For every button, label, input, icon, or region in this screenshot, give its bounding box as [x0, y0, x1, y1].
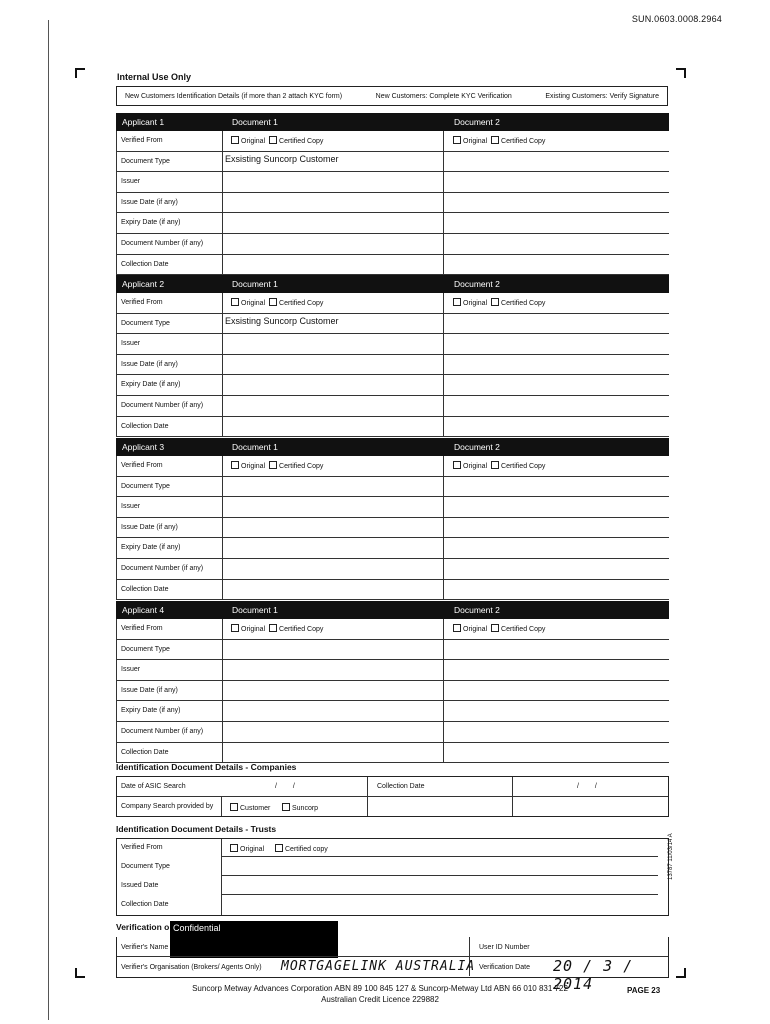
row-label: Document Number (if any)	[121, 564, 204, 572]
trusts-table	[116, 838, 669, 916]
companies-table	[116, 776, 669, 817]
row-label: Collection Date	[121, 585, 169, 593]
column-divider	[222, 293, 223, 437]
footer-text	[170, 983, 590, 1005]
company-search-label: Company Search provided by	[121, 803, 214, 810]
verifier-org-label: Verifier's Organisation (Brokers/ Agents Only)	[121, 964, 262, 971]
row-label: Document Number (if any)	[121, 239, 204, 247]
applicant-row	[117, 334, 669, 355]
asic-date-field[interactable]: / /	[275, 783, 295, 790]
verifier-org-value[interactable]: MORTGAGELINK AUSTRALIA	[281, 959, 476, 974]
row-label: Issue Date (if any)	[121, 360, 178, 368]
row-label: Issuer	[121, 340, 141, 348]
document-type-value[interactable]: Exsisting Suncorp Customer	[225, 153, 339, 164]
row-label: Issue Date (if any)	[121, 523, 178, 531]
document-2-header: Document 2	[454, 279, 500, 289]
applicant-row	[117, 396, 669, 417]
document-type-value[interactable]: Exsisting Suncorp Customer	[225, 315, 339, 326]
applicant-row	[117, 619, 669, 640]
row-label: Verified From	[121, 625, 163, 632]
redaction-label: Confidential	[173, 923, 221, 933]
doc1-verification-options	[231, 298, 323, 307]
row-label: Document Number (if any)	[121, 727, 204, 735]
document-id: SUN.0603.0008.2964	[631, 14, 722, 24]
doc2-certified-checkbox[interactable]: Certified Copy	[491, 300, 545, 307]
note-existing: Existing Customers: Verify Signature	[545, 92, 659, 100]
applicant-row	[117, 417, 669, 438]
form-code: 13787 11/03/14 A	[668, 833, 674, 880]
doc1-original-checkbox[interactable]: Original	[231, 626, 265, 633]
trust-collection-date: Collection Date	[121, 901, 169, 908]
trust-issued-date: Issued Date	[121, 882, 159, 889]
row-label: Document Type	[121, 157, 170, 165]
applicant-title: Applicant 1	[122, 117, 165, 127]
applicant-header	[116, 601, 669, 619]
applicant-row	[117, 355, 669, 376]
row-label: Expiry Date (if any)	[121, 219, 181, 227]
footer-line-1: Suncorp Metway Advances Corporation ABN 89 100 845 127 & Suncorp-Metway Ltd ABN 66 010 831 722	[192, 984, 568, 993]
applicant-row	[117, 538, 669, 559]
doc2-verification-options	[453, 461, 545, 470]
collection-date-label: Collection Date	[377, 783, 425, 790]
applicant-row	[117, 743, 669, 764]
doc2-certified-checkbox[interactable]: Certified Copy	[491, 626, 545, 633]
trust-document-type: Document Type	[121, 863, 170, 870]
row-label: Issue Date (if any)	[121, 686, 178, 694]
doc2-certified-checkbox[interactable]: Certified Copy	[491, 463, 545, 470]
trust-original-checkbox[interactable]: Original	[230, 844, 264, 853]
corner-mark	[75, 68, 85, 78]
applicant-row	[117, 131, 669, 152]
applicant-row	[117, 456, 669, 477]
doc2-original-checkbox[interactable]: Original	[453, 626, 487, 633]
trust-certified-checkbox[interactable]: Certified copy	[275, 844, 328, 853]
applicant-row	[117, 314, 669, 335]
applicant-row	[117, 477, 669, 498]
document-2-header: Document 2	[454, 442, 500, 452]
verification-date-value[interactable]: 20 / 3 / 2014	[553, 957, 634, 993]
applicant-row	[117, 375, 669, 396]
applicant-row	[117, 681, 669, 702]
doc2-certified-checkbox[interactable]: Certified Copy	[491, 138, 545, 145]
internal-use-heading: Internal Use Only	[117, 72, 192, 82]
row-label: Issuer	[121, 503, 141, 511]
column-divider	[222, 456, 223, 600]
doc1-original-checkbox[interactable]: Original	[231, 300, 265, 307]
corner-mark	[676, 968, 686, 978]
trusts-title: Identification Document Details - Trusts	[116, 824, 277, 834]
applicant-row	[117, 193, 669, 214]
applicant-row	[117, 172, 669, 193]
user-id-label: User ID Number	[479, 944, 530, 951]
column-divider	[443, 456, 444, 600]
document-1-header: Document 1	[232, 117, 278, 127]
column-divider	[443, 131, 444, 275]
applicant-row	[117, 559, 669, 580]
applicant-row	[117, 701, 669, 722]
applicant-header	[116, 438, 669, 456]
applicant-row	[117, 640, 669, 661]
applicant-row	[117, 213, 669, 234]
asic-search-label: Date of ASIC Search	[121, 783, 186, 790]
row-label: Verified From	[121, 299, 163, 306]
applicant-4-block	[116, 601, 669, 763]
row-label: Expiry Date (if any)	[121, 544, 181, 552]
verifier-name-label: Verifier's Name	[121, 944, 169, 951]
row-label: Verified From	[121, 137, 163, 144]
page-number: PAGE 23	[627, 986, 661, 995]
doc1-certified-checkbox[interactable]: Certified Copy	[269, 300, 323, 307]
doc1-original-checkbox[interactable]: Original	[231, 138, 265, 145]
applicant-row	[117, 580, 669, 601]
applicant-row	[117, 497, 669, 518]
row-label: Issue Date (if any)	[121, 198, 178, 206]
applicant-3-block	[116, 438, 669, 600]
applicant-header	[116, 113, 669, 131]
applicant-title: Applicant 2	[122, 279, 165, 289]
row-label: Document Type	[121, 645, 170, 653]
applicant-row	[117, 722, 669, 743]
notes-bar	[116, 86, 668, 106]
row-label: Document Number (if any)	[121, 401, 204, 409]
row-label: Issuer	[121, 178, 141, 186]
applicant-1-block	[116, 113, 669, 275]
doc2-verification-options	[453, 624, 545, 633]
collection-date-field[interactable]: / /	[577, 783, 597, 790]
column-divider	[443, 619, 444, 763]
document-2-header: Document 2	[454, 605, 500, 615]
note-new-id: New Customers Identification Details (if more than 2 attach KYC form)	[125, 92, 343, 100]
applicant-row	[117, 234, 669, 255]
doc1-original-checkbox[interactable]: Original	[231, 463, 265, 470]
applicant-row	[117, 152, 669, 173]
corner-mark	[676, 68, 686, 78]
row-label: Collection Date	[121, 260, 169, 268]
row-label: Verified From	[121, 462, 163, 469]
doc1-certified-checkbox[interactable]: Certified Copy	[269, 463, 323, 470]
customer-checkbox[interactable]: Customer	[230, 803, 270, 812]
document-2-header: Document 2	[454, 117, 500, 127]
verification-title: Verification o	[116, 922, 170, 932]
document-1-header: Document 1	[232, 442, 278, 452]
companies-title: Identification Document Details - Companies	[116, 762, 297, 772]
doc2-original-checkbox[interactable]: Original	[453, 463, 487, 470]
column-divider	[443, 293, 444, 437]
applicant-title: Applicant 4	[122, 605, 165, 615]
suncorp-checkbox[interactable]: Suncorp	[282, 803, 318, 812]
row-label: Collection Date	[121, 422, 169, 430]
applicant-row	[117, 293, 669, 314]
corner-mark	[75, 968, 85, 978]
doc1-verification-options	[231, 136, 323, 145]
applicant-row	[117, 660, 669, 681]
applicant-2-block	[116, 275, 669, 437]
applicant-header	[116, 275, 669, 293]
doc1-verification-options	[231, 461, 323, 470]
doc2-verification-options	[453, 136, 545, 145]
doc2-original-checkbox[interactable]: Original	[453, 138, 487, 145]
document-1-header: Document 1	[232, 279, 278, 289]
row-label: Expiry Date (if any)	[121, 381, 181, 389]
note-new-kyc: New Customers: Complete KYC Verification	[375, 92, 512, 100]
document-1-header: Document 1	[232, 605, 278, 615]
applicant-row	[117, 518, 669, 539]
column-divider	[222, 131, 223, 275]
page-edge-line	[48, 20, 49, 1020]
row-label: Expiry Date (if any)	[121, 707, 181, 715]
row-label: Document Type	[121, 319, 170, 327]
column-divider	[222, 619, 223, 763]
applicant-title: Applicant 3	[122, 442, 165, 452]
row-label: Issuer	[121, 666, 141, 674]
doc1-certified-checkbox[interactable]: Certified Copy	[269, 138, 323, 145]
doc1-certified-checkbox[interactable]: Certified Copy	[269, 626, 323, 633]
row-label: Document Type	[121, 482, 170, 490]
doc1-verification-options	[231, 624, 323, 633]
doc2-verification-options	[453, 298, 545, 307]
trust-verified-from: Verified From	[121, 844, 163, 851]
doc2-original-checkbox[interactable]: Original	[453, 300, 487, 307]
verification-date-label: Verification Date	[479, 964, 530, 971]
row-label: Collection Date	[121, 748, 169, 756]
applicant-row	[117, 255, 669, 276]
footer-line-2: Australian Credit Licence 229882	[321, 995, 439, 1004]
